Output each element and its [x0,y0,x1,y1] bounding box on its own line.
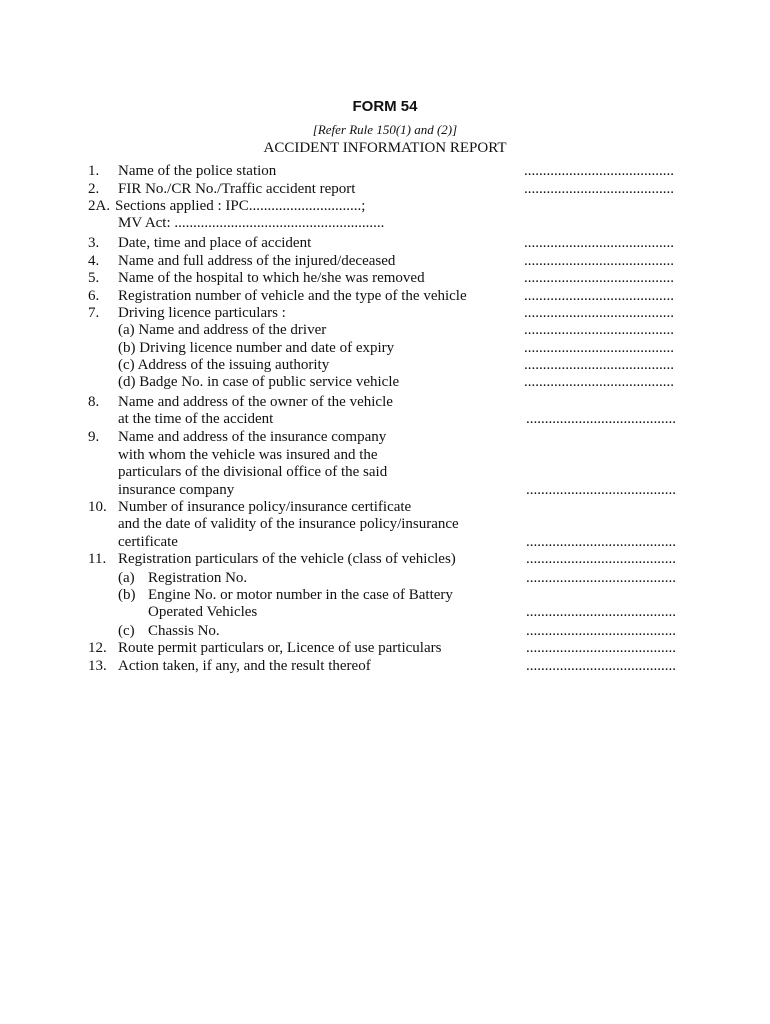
fill-in-dots: ........................................ [526,623,676,639]
item-text: Name of the hospital to which he/she was removed [118,270,425,286]
sub-item [88,356,688,374]
item-text: Action taken, if any, and the result thereof [118,658,371,674]
fill-in-dots: ........................................ [526,411,676,427]
item-number: 9. [88,429,100,445]
fill-in-dots: ........................................ [524,374,674,390]
list-item [88,657,688,675]
list-item-continuation [88,446,688,464]
list-item [88,428,688,446]
list-item [88,550,688,568]
list-item-continuation [88,533,688,551]
item-text: Name and address of the insurance company [118,429,387,445]
fill-in-dots: ........................................ [524,163,674,179]
item-text: Sections applied : IPC..............................; [115,198,366,214]
item-text: FIR No./CR No./Traffic accident report [118,181,356,197]
sub-item-text: (c) Address of the issuing authority [118,357,330,373]
item-text: with whom the vehicle was insured and the [118,447,378,463]
item-text: Number of insurance policy/insurance certificate [118,499,412,515]
list-item [88,197,688,215]
item-text: Driving licence particulars : [118,305,286,321]
item-text: certificate [118,534,178,550]
list-item [88,287,688,305]
fill-in-dots: ........................................ [524,288,674,304]
item-text: and the date of validity of the insurance policy/insurance [118,516,459,532]
sub-item-text: Registration No. [148,570,248,586]
fill-in-dots: ........................................ [524,270,674,286]
list-item [88,180,688,198]
fill-in-dots: ........................................ [524,357,674,373]
fill-in-dots: ........................................ [526,604,676,620]
item-text: particulars of the divisional office of the said [118,464,388,480]
item-text: at the time of the accident [118,411,274,427]
list-item-continuation [88,515,688,533]
sub-item [88,373,688,391]
item-number: 1. [88,163,100,179]
item-text: Name and full address of the injured/deceased [118,253,396,269]
sub-item [88,569,688,587]
item-text: Registration particulars of the vehicle (class of vehicles) [118,551,456,567]
sub-item-text: Operated Vehicles [148,604,258,620]
fill-in-dots: ........................................ [524,322,674,338]
item-number: 3. [88,235,100,251]
sub-item-text: Engine No. or motor number in the case of Battery [148,587,453,603]
item-text: MV Act: ........................................................ [118,215,385,231]
item-number: 13. [88,658,107,674]
sub-item [88,339,688,357]
form-heading: ACCIDENT INFORMATION REPORT [263,140,507,156]
item-text: Date, time and place of accident [118,235,312,251]
item-number: 2A. [88,198,111,214]
sub-item-text: (d) Badge No. in case of public service vehicle [118,374,400,390]
item-number: 6. [88,288,100,304]
fill-in-dots: ........................................ [526,658,676,674]
sub-item-label: (a) [118,570,135,586]
list-item [88,304,688,322]
item-text: Route permit particulars or, Licence of use particulars [118,640,442,656]
sub-item-text: Chassis No. [148,623,220,639]
form-subtitle: [Refer Rule 150(1) and (2)] [312,122,458,137]
list-item-continuation [88,481,688,499]
item-number: 10. [88,499,107,515]
fill-in-dots: ........................................ [524,181,674,197]
item-text: Registration number of vehicle and the type of the vehicle [118,288,467,304]
list-item-continuation [88,214,688,232]
list-item [88,393,688,411]
fill-in-dots: ........................................ [524,235,674,251]
list-item-continuation [88,463,688,481]
sub-item-continuation [88,603,688,621]
item-text: Name of the police station [118,163,277,179]
sub-item-label: (b) [118,587,136,603]
list-item-continuation [88,410,688,428]
sub-item [88,321,688,339]
sub-item [88,622,688,640]
list-item [88,498,688,516]
fill-in-dots: ........................................ [524,253,674,269]
form-title: FORM 54 [352,98,418,115]
item-number: 4. [88,253,100,269]
list-item [88,162,688,180]
fill-in-dots: ........................................ [526,640,676,656]
item-number: 2. [88,181,100,197]
fill-in-dots: ........................................ [526,570,676,586]
item-number: 8. [88,394,100,410]
list-item [88,269,688,287]
item-number: 11. [88,551,107,567]
item-text: insurance company [118,482,235,498]
item-number: 7. [88,305,100,321]
item-number: 12. [88,640,107,656]
sub-item-label: (c) [118,623,135,639]
fill-in-dots: ........................................ [526,551,676,567]
list-item [88,639,688,657]
fill-in-dots: ........................................ [524,305,674,321]
item-text: Name and address of the owner of the vehicle [118,394,393,410]
list-item [88,252,688,270]
sub-item [88,586,688,604]
fill-in-dots: ........................................ [526,482,676,498]
sub-item-text: (a) Name and address of the driver [118,322,327,338]
item-number: 5. [88,270,100,286]
list-item [88,234,688,252]
fill-in-dots: ........................................ [524,340,674,356]
fill-in-dots: ........................................ [526,534,676,550]
sub-item-text: (b) Driving licence number and date of expiry [118,340,395,356]
